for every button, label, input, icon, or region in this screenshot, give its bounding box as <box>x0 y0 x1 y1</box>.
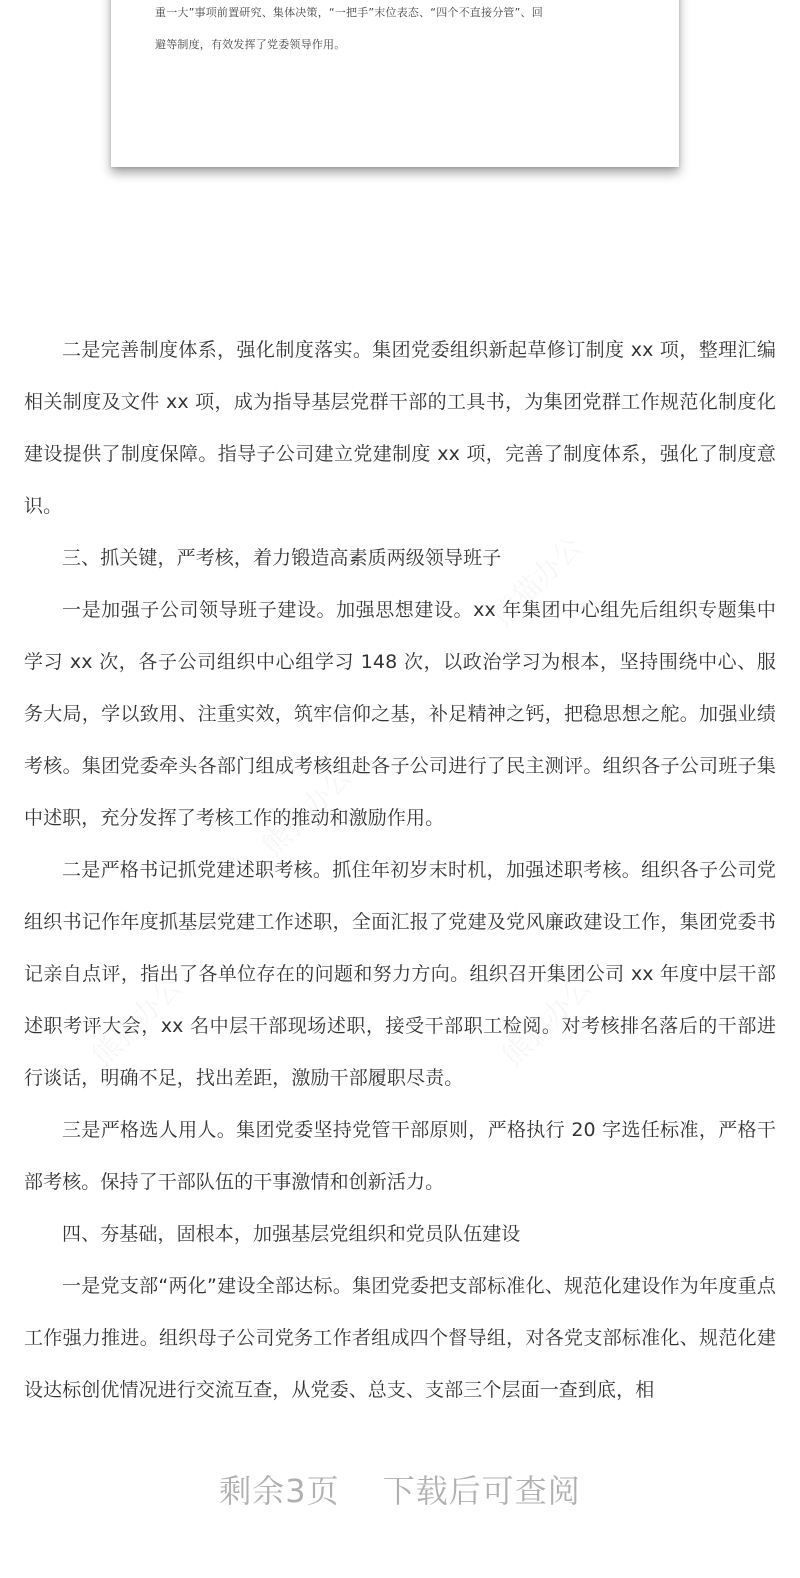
paragraph: 二是完善制度体系，强化制度落实。集团党委组织新起草修订制度 xx 项，整理汇编相关制度及文件 xx 项，成为指导基层党群干部的工具书，为集团党群工作规范化制度化建设提供了制度保障。指导子公司建立党建制度 xx 项，完善了制度体系，强化了制度意识。 <box>24 339 776 517</box>
preview-line-2: 避等制度，有效发挥了党委领导作用。 <box>155 38 346 51</box>
section-heading: 三、抓关键，严考核，着力锻造高素质两级领导班子 <box>62 547 502 569</box>
section-heading: 四、夯基础，固根本，加强基层党组织和党员队伍建设 <box>62 1223 521 1245</box>
remaining-pages-text: 剩余3页 <box>219 1472 340 1510</box>
paragraph: 一是加强子公司领导班子建设。加强思想建设。xx 年集团中心组先后组织专题集中学习 xx 次，各子公司组织中心组学习 148 次，以政治学习为根本，坚持围绕中心、服务大局，学以致用、注重实效，筑牢信仰之基，补足精神之钙，把稳思想之舵。加强业绩考核。集团党委牵头各部门组成考核组赴各子公司进行了民主测评。组织各子公司班子集中述职，充分发挥了考核工作的推动和激励作用。 <box>24 599 776 829</box>
preview-card <box>111 0 679 167</box>
preview-line-1: 重一大”事项前置研究、集体决策，“一把手”末位表态、“四个不直接分管”、回 <box>155 6 543 19</box>
paragraph: 二是严格书记抓党建述职考核。抓住年初岁末时机，加强述职考核。组织各子公司党组织书记作年度抓基层党建工作述职，全面汇报了党建及党风廉政建设工作，集团党委书记亲自点评，指出了各单位存在的问题和努力方向。组织召开集团公司 xx 年度中层干部述职考评大会，xx 名中层干部现场述职，接受干部职工检阅。对考核排名落后的干部进行谈话，明确不足，找出差距，激励干部履职尽责。 <box>24 859 776 1089</box>
paragraph: 一是党支部“两化”建设全部达标。集团党委把支部标准化、规范化建设作为年度重点工作强力推进。组织母子公司党务工作者组成四个督导组，对各党支部标准化、规范化建设达标创优情况进行交流互查，从党委、总支、支部三个层面一查到底，相 <box>24 1275 776 1401</box>
download-notice[interactable] <box>0 1466 800 1512</box>
paragraph: 三是严格选人用人。集团党委坚持党管干部原则，严格执行 20 字选任标准，严格干部考核。保持了干部队伍的干事激情和创新活力。 <box>24 1119 776 1193</box>
download-to-view-text: 下载后可查阅 <box>382 1472 581 1510</box>
document-body <box>24 324 776 1416</box>
